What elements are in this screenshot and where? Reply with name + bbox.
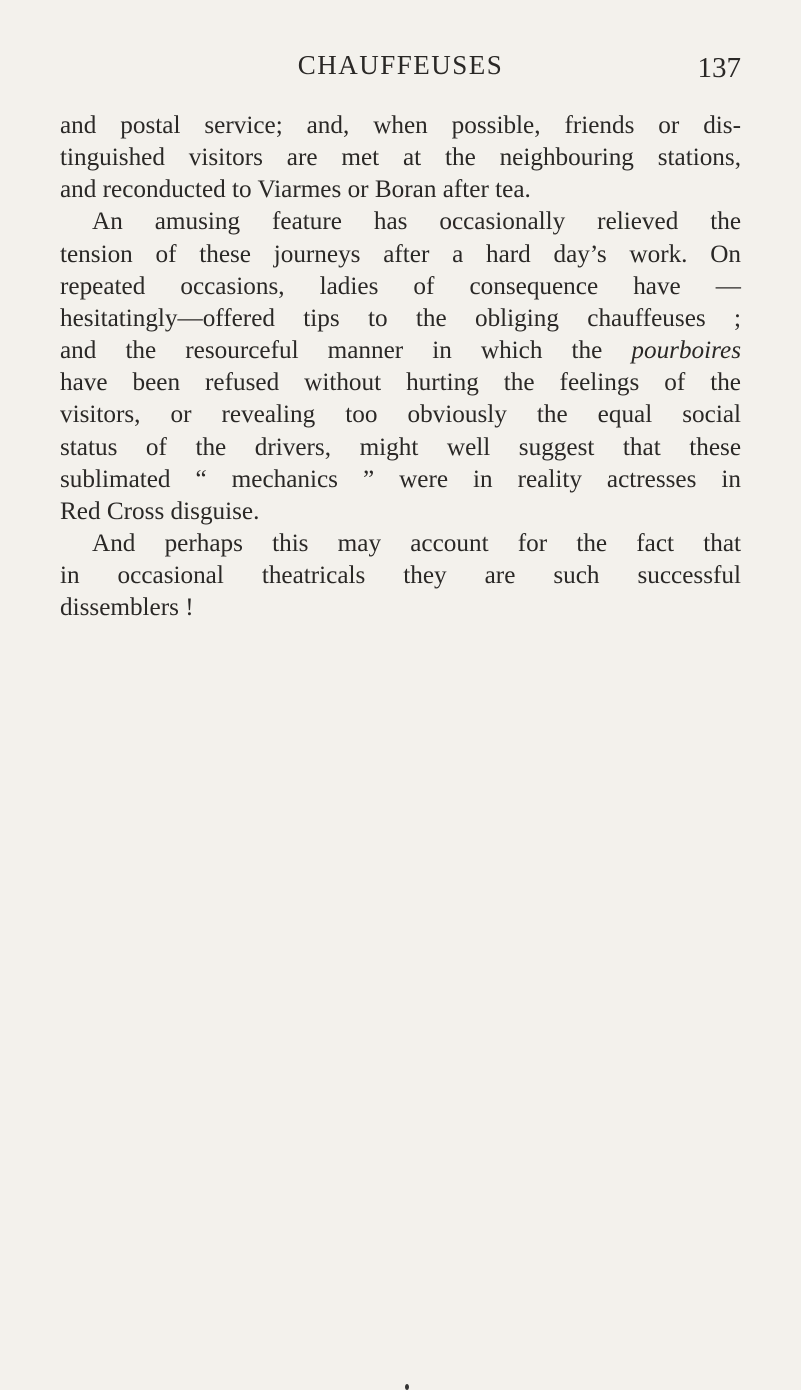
text-line: status of the drivers, might well suggest that these	[60, 433, 741, 461]
paragraph	[60, 110, 741, 206]
body-text	[60, 110, 741, 625]
print-speck	[405, 1384, 409, 1390]
running-title: CHAUFFEUSES	[297, 50, 504, 80]
text-line: hesitatingly—offered tips to the obliging chauffeuses ;	[60, 304, 741, 332]
paragraph	[60, 528, 741, 624]
text-line: tinguished visitors are met at the neighbouring stations,	[60, 144, 741, 172]
text-line: sublimated “ mechanics ” were in reality actresses in	[60, 465, 741, 493]
text-line: have been refused without hurting the feelings of the	[60, 369, 741, 397]
paragraph	[60, 206, 741, 528]
text-line: An amusing feature has occasionally relieved the	[92, 208, 741, 236]
text-line: and postal service; and, when possible, friends or dis-	[60, 112, 741, 139]
text-line: And perhaps this may account for the fact that	[92, 530, 741, 558]
text-line: Red Cross disguise.	[60, 497, 260, 525]
text-line: dissemblers !	[60, 594, 194, 622]
text-line: repeated occasions, ladies of consequence have —	[60, 272, 741, 300]
page-number: 137	[697, 52, 741, 84]
text-line: tension of these journeys after a hard day’s work. On	[60, 240, 741, 268]
text-line: and reconducted to Viarmes or Boran after tea.	[60, 176, 531, 204]
text-line: and the resourceful manner in which the pourboires	[60, 337, 741, 365]
running-head	[60, 50, 741, 90]
text-line: visitors, or revealing too obviously the equal social	[60, 401, 741, 429]
text-line: in occasional theatricals they are such successful	[60, 562, 741, 590]
